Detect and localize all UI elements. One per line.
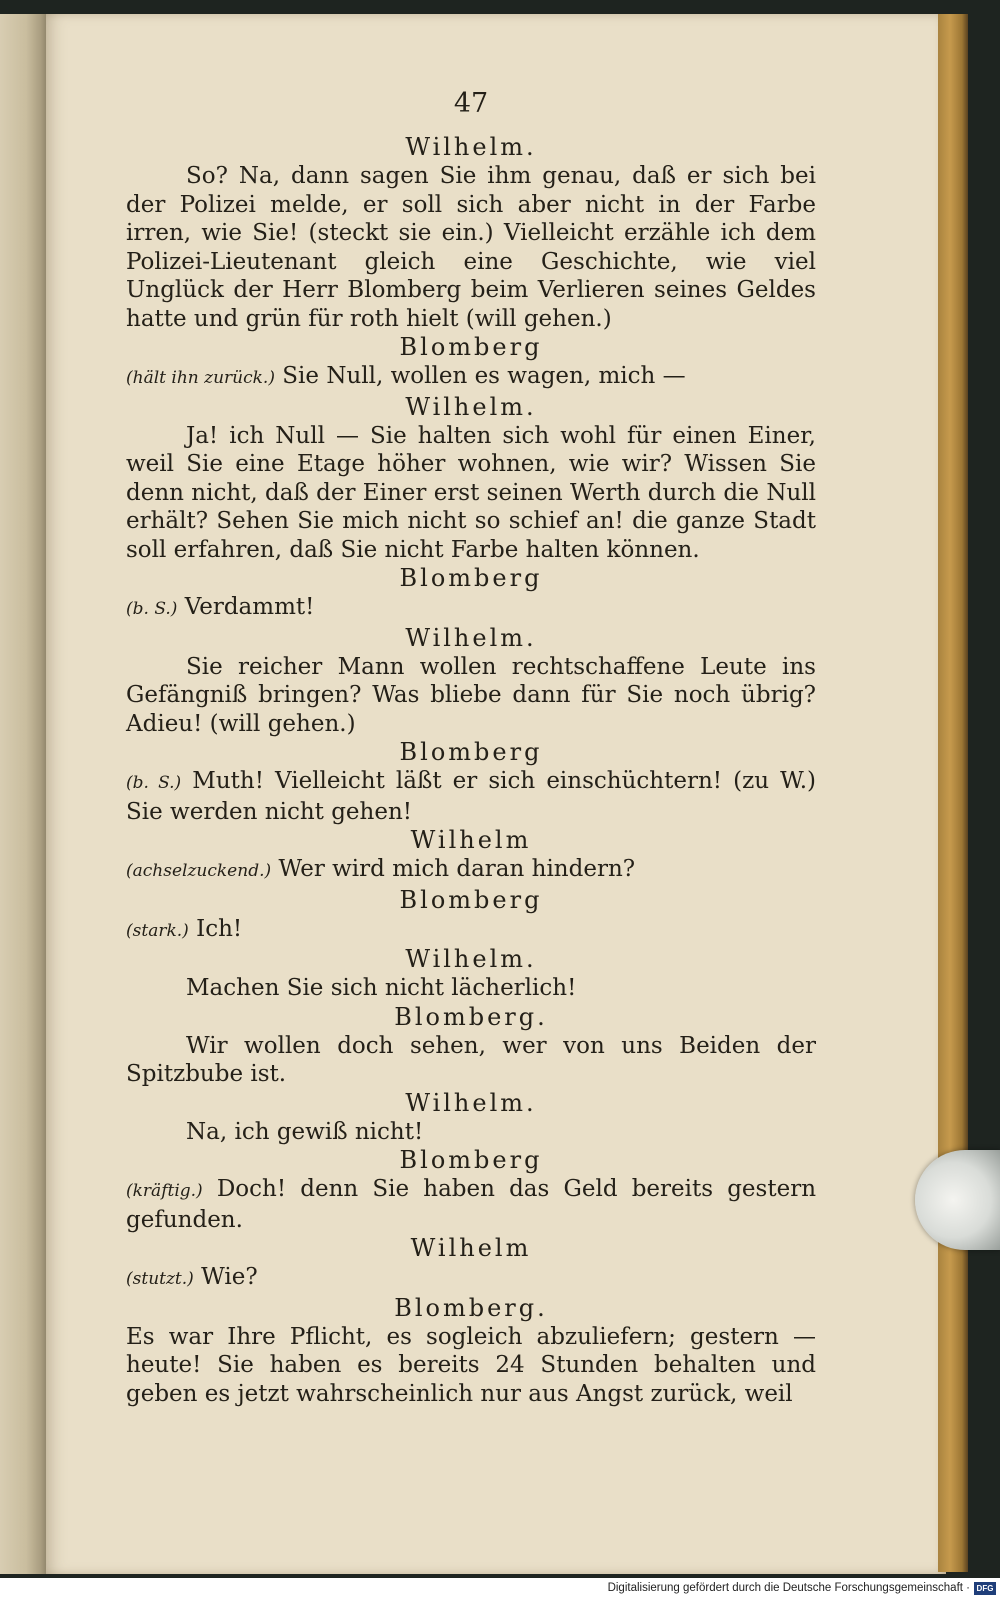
speaker-name: Wilhelm.	[405, 623, 537, 652]
speech-paragraph	[126, 1118, 816, 1147]
speech-paragraph	[126, 974, 816, 1003]
footer-bar	[0, 1578, 1000, 1600]
speech-text: Muth! Vielleicht läßt er sich einschüchtern! (zu W.) Sie werden nicht gehen!	[126, 768, 816, 825]
book-spine-left	[0, 14, 48, 1574]
speaker-name: Wilhelm.	[405, 133, 537, 161]
speaker-name: Blomberg	[399, 564, 543, 592]
speech-paragraph	[126, 915, 816, 946]
speech-paragraph	[126, 162, 816, 333]
speaker-name: Wilhelm.	[405, 392, 537, 421]
speech-text: Na, ich gewiß nicht!	[186, 1118, 424, 1145]
speech-text: Ich!	[196, 915, 243, 942]
speaker-name: Blomberg	[399, 1146, 543, 1174]
speech-text: Sie reicher Mann wollen rechtschaffene Leute ins Gefängniß bringen? Was bliebe dann für Sie noch übrig? Adieu! (will gehen.)	[126, 653, 816, 737]
speaker-name: Wilhelm.	[405, 1088, 537, 1117]
speech-text: Ja! ich Null — Sie halten sich wohl für einen Einer, weil Sie eine Etage höher wohnen, wie wir? Wissen Sie denn nicht, daß der Einer erst seinen Werth durch die Null erhält? Sehen Sie mich nicht so schief an! die ganze Stadt soll erfahren, daß Sie nicht Farbe halten können.	[126, 422, 816, 563]
speaker-name: Blomberg.	[394, 1002, 548, 1031]
speech-paragraph	[126, 1263, 816, 1294]
speech-text: Machen Sie sich nicht lächerlich!	[186, 975, 577, 1001]
speaker-name: Wilhelm.	[405, 945, 537, 973]
page-edge-right	[938, 14, 968, 1572]
footer-credit: Digitalisierung gefördert durch die Deutsche Forschungsgemeinschaft ·	[607, 1582, 970, 1594]
speech-paragraph	[126, 1032, 816, 1089]
speech-text: Wer wird mich daran hindern?	[278, 856, 636, 882]
speech-text: Verdammt!	[184, 594, 315, 620]
speech-paragraph	[126, 767, 816, 826]
speech-paragraph	[126, 422, 816, 565]
speech-text: Es war Ihre Pflicht, es sogleich abzuliefern; gestern — heute! Sie haben es bereits 24 Stunden behalten und geben es jetzt wahrscheinlich nur aus Angst zurück, weil	[126, 1323, 816, 1407]
speech-paragraph	[126, 362, 816, 393]
stage-direction: (stutzt.)	[126, 1269, 194, 1289]
speaker-name: Wilhelm	[410, 826, 532, 854]
page-number: 47	[453, 88, 489, 119]
dfg-logo-icon: DFG	[974, 1582, 996, 1595]
speech-text: Wir wollen doch sehen, wer von uns Beiden der Spitzbube ist.	[126, 1032, 816, 1087]
speech-text: Wie?	[201, 1264, 258, 1290]
speaker-name: Wilhelm	[410, 1234, 532, 1262]
speech-text: Doch! denn Sie haben das Geld bereits gestern gefunden.	[126, 1176, 817, 1233]
stage-direction: (b. S.)	[126, 599, 178, 619]
stage-direction: (achselzuckend.)	[126, 861, 272, 881]
speech-paragraph	[126, 1175, 816, 1234]
text-blocks	[126, 133, 816, 1408]
speech-paragraph	[126, 1323, 816, 1409]
speech-paragraph	[126, 593, 816, 624]
speaker-name: Blomberg	[399, 333, 543, 361]
speech-text: Sie Null, wollen es wagen, mich —	[282, 363, 686, 389]
speaker-name: Blomberg	[399, 738, 543, 766]
speaker-name: Blomberg	[399, 885, 543, 914]
stage-direction: (b. S.)	[126, 773, 182, 793]
stage-direction: (kräftig.)	[126, 1181, 203, 1201]
stage-direction: (hält ihn zurück.)	[126, 368, 275, 388]
speaker-name: Blomberg.	[394, 1293, 548, 1322]
speech-text: So? Na, dann sagen Sie ihm genau, daß er sich bei der Polizei melde, er soll sich aber nicht in der Farbe irren, wie Sie! (steckt sie ein.) Vielleicht erzähle ich dem Polizei-Lieutenant gleich eine Geschichte, wie viel Unglück der Herr Blomberg beim Verlieren seines Geldes hatte und grün für roth hielt (will gehen.)	[126, 163, 816, 332]
stage-direction: (stark.)	[126, 920, 189, 941]
speech-paragraph	[126, 653, 816, 739]
speech-paragraph	[126, 855, 816, 886]
page-content	[126, 88, 816, 1408]
